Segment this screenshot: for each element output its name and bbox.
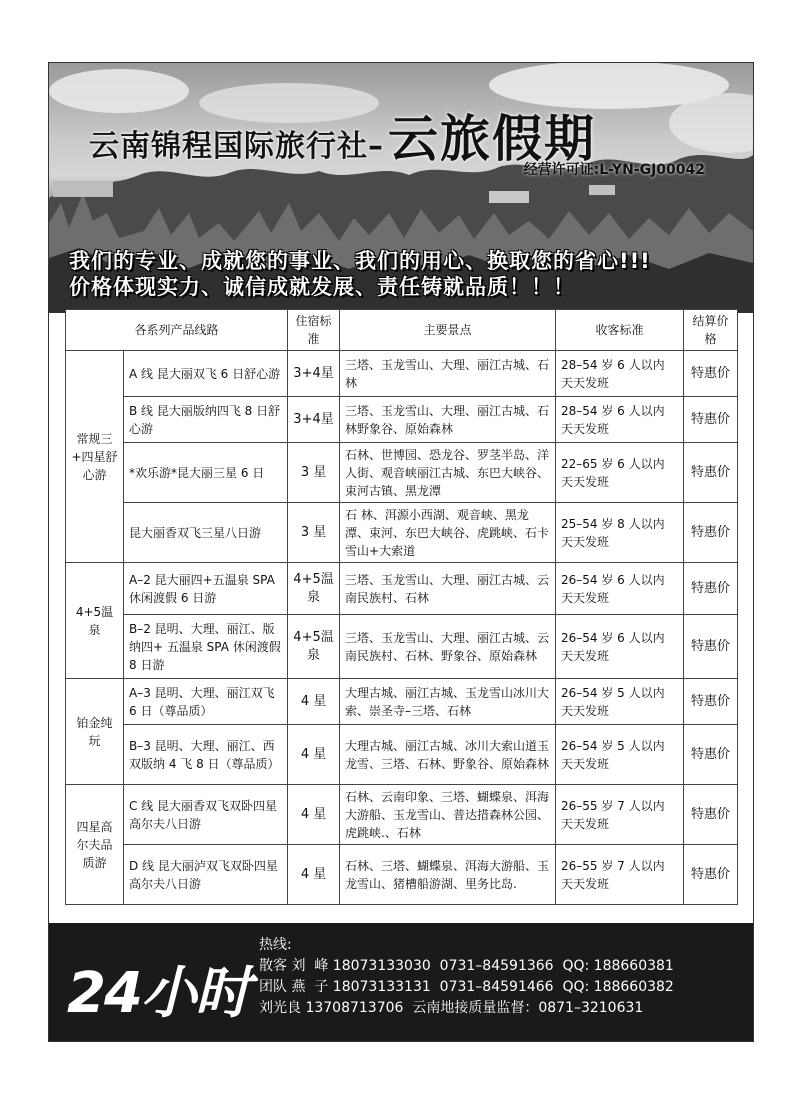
price-cell: 特惠价: [684, 503, 738, 563]
table-row: [66, 351, 738, 397]
brand-name: 云旅假期: [388, 110, 596, 168]
stay-cell: 3+4星: [288, 351, 340, 397]
stay-cell: 4 星: [288, 679, 340, 725]
price-cell: 特惠价: [684, 397, 738, 443]
sights-cell: 石 林、洱源小西湖、观音峡、黑龙潭、束河、东巴大峡谷、虎跳峡、石卡雪山+大索道: [340, 503, 556, 563]
stay-cell: 4 星: [288, 725, 340, 785]
guest-cell: 26–54 岁 5 人以内 天天发班: [556, 725, 684, 785]
sights-cell: 石林、世博园、恐龙谷、罗茎半岛、洋人街、观音峡丽江古城、东巴大峡谷、束河古镇、黑龙潭: [340, 443, 556, 503]
sights-cell: 三塔、玉龙雪山、大理、丽江古城、云南民族村、石林: [340, 563, 556, 615]
stay-cell: 4+5温泉: [288, 563, 340, 615]
stay-cell: 4 星: [288, 785, 340, 845]
price-cell: 特惠价: [684, 725, 738, 785]
price-cell: 特惠价: [684, 563, 738, 615]
slogan-line-1: 我们的专业、成就您的事业、我们的用心、换取您的省心!!!: [69, 249, 651, 273]
route-cell: A–2 昆大丽四+五温泉 SPA 休闲渡假 6 日游: [124, 563, 288, 615]
guest-cell: 28–54 岁 6 人以内 天天发班: [556, 351, 684, 397]
header-stay: 住宿标准: [288, 310, 340, 351]
route-cell: A 线 昆大丽双飞 6 日舒心游: [124, 351, 288, 397]
stay-cell: 4 星: [288, 845, 340, 905]
price-cell: 特惠价: [684, 785, 738, 845]
header-banner: [49, 63, 753, 313]
route-cell: A–3 昆明、大理、丽江双飞 6 日（尊品质）: [124, 679, 288, 725]
stay-cell: 3+4星: [288, 397, 340, 443]
route-cell: B–3 昆明、大理、丽江、西双版纳 4 飞 8 日（尊品质）: [124, 725, 288, 785]
sights-cell: 三塔、玉龙雪山、大理、丽江古城、云南民族村、石林、野象谷、原始森林: [340, 615, 556, 679]
contact-footer: [49, 923, 753, 1041]
table-row: [66, 503, 738, 563]
guest-cell: 26–55 岁 7 人以内 天天发班: [556, 785, 684, 845]
price-cell: 特惠价: [684, 679, 738, 725]
sights-cell: 三塔、玉龙雪山、大理、丽江古城、石林: [340, 351, 556, 397]
hours-label: 24小时: [67, 961, 249, 1026]
table-row: [66, 785, 738, 845]
price-cell: 特惠价: [684, 443, 738, 503]
sights-cell: 石林、三塔、蝴蝶泉、洱海大游船、玉龙雪山、猪槽船游湖、里务比岛.: [340, 845, 556, 905]
header-sights: 主要景点: [340, 310, 556, 351]
table-row: [66, 845, 738, 905]
sights-cell: 大理古城、丽江古城、玉龙雪山冰川大索、崇圣寺–三塔、石林: [340, 679, 556, 725]
guest-cell: 26–54 岁 6 人以内 天天发班: [556, 563, 684, 615]
table-row: [66, 725, 738, 785]
route-cell: B–2 昆明、大理、丽江、版纳四+ 五温泉 SPA 休闲渡假 8 日游: [124, 615, 288, 679]
route-cell: B 线 昆大丽版纳四飞 8 日舒心游: [124, 397, 288, 443]
route-cell: D 线 昆大丽泸双飞双卧四星高尔夫八日游: [124, 845, 288, 905]
contact-line-3: 刘光良 13708713706 云南地接质量监督：0871–3210631: [259, 1000, 644, 1016]
license-number: 经营许可证:L-YN-GJ00042: [523, 162, 705, 178]
route-cell: 昆大丽香双飞三星八日游: [124, 503, 288, 563]
guest-cell: 25–54 岁 8 人以内 天天发班: [556, 503, 684, 563]
stay-cell: 3 星: [288, 443, 340, 503]
table-row: [66, 563, 738, 615]
contact-lines: [259, 935, 674, 1019]
guest-cell: 26–54 岁 5 人以内 天天发班: [556, 679, 684, 725]
table-header-row: [66, 310, 738, 351]
stay-cell: 4+5温泉: [288, 615, 340, 679]
guest-cell: 22–65 岁 6 人以内 天天发班: [556, 443, 684, 503]
category-cell: 铂金纯玩: [66, 679, 124, 785]
guest-cell: 28–54 岁 6 人以内 天天发班: [556, 397, 684, 443]
category-cell: 常规三+四星舒心游: [66, 351, 124, 563]
table-row: [66, 615, 738, 679]
slogan-line-2: 价格体现实力、诚信成就发展、责任铸就品质！！！: [69, 275, 575, 299]
contact-line-1: 散客 刘 峰 18073133030 0731–84591366 QQ: 188660381: [259, 958, 674, 974]
hotline-label: 热线:: [259, 937, 292, 953]
route-cell: *欢乐游*昆大丽三星 6 日: [124, 443, 288, 503]
category-cell: 4+5温泉: [66, 563, 124, 679]
contact-line-2: 团队 燕 子 18073133131 0731–84591466 QQ: 188660382: [259, 979, 674, 995]
table-row: [66, 443, 738, 503]
sights-cell: 三塔、玉龙雪山、大理、丽江古城、石林野象谷、原始森林: [340, 397, 556, 443]
price-cell: 特惠价: [684, 351, 738, 397]
sights-cell: 石林、云南印象、三塔、蝴蝶泉、洱海大游船、玉龙雪山、普达措森林公园、虎跳峡.、石林: [340, 785, 556, 845]
travel-flyer: [48, 62, 754, 1042]
table-row: [66, 679, 738, 725]
header-price: 结算价格: [684, 310, 738, 351]
table-row: [66, 397, 738, 443]
brand-title: [89, 99, 596, 171]
header-route: 各系列产品线路: [66, 310, 288, 351]
tour-table: [65, 309, 738, 905]
header-guest: 收客标准: [556, 310, 684, 351]
sights-cell: 大理古城、丽江古城、冰川大索山道玉龙雪、三塔、石林、野象谷、原始森林: [340, 725, 556, 785]
price-cell: 特惠价: [684, 845, 738, 905]
route-cell: C 线 昆大丽香双飞双卧四星高尔夫八日游: [124, 785, 288, 845]
guest-cell: 26–55 岁 7 人以内 天天发班: [556, 845, 684, 905]
category-cell: 四星高尔夫品质游: [66, 785, 124, 905]
stay-cell: 3 星: [288, 503, 340, 563]
company-name: 云南锦程国际旅行社–: [89, 129, 384, 164]
guest-cell: 26–54 岁 6 人以内 天天发班: [556, 615, 684, 679]
price-cell: 特惠价: [684, 615, 738, 679]
